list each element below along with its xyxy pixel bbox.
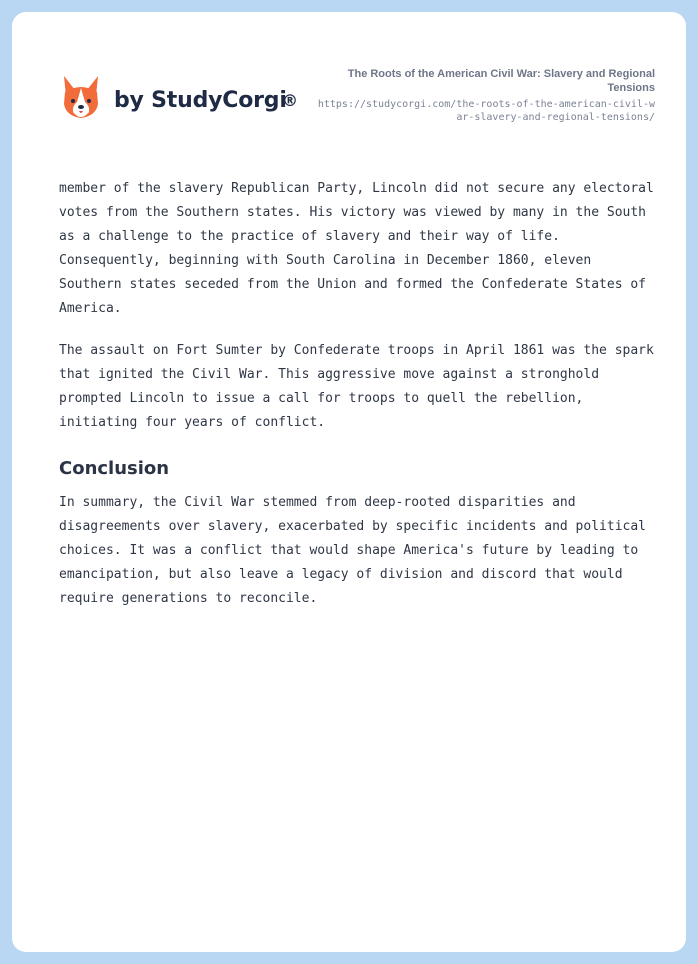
brand-name: by StudyCorgi: [114, 87, 287, 113]
section-heading: Conclusion: [59, 458, 170, 479]
body-paragraph: The assault on Fort Sumter by Confederate troops in April 1861 was the spark that ignited the Civil War. This aggressive move against a stronghold prompted Lincoln to issue a call for troops to quell the rebellion, initiating four years of conflict.: [59, 343, 654, 430]
document-body: [59, 177, 655, 629]
body-paragraph: In summary, the Civil War stemmed from deep-rooted disparities and disagreements over slavery, exacerbated by specific incidents and political choices. It was a conflict that would shape America's future by leading to emancipation, but also leave a legacy of division and discord that would require generations to reconcile.: [59, 495, 646, 606]
body-paragraph: member of the slavery Republican Party, Lincoln did not secure any electoral votes from the Southern states. His victory was viewed by many in the South as a challenge to the practice of slavery and their way of life. Consequently, beginning with South Carolina in December 1860, eleven Southern states seceded from the Union and formed the Confederate States of America.: [59, 181, 654, 316]
studycorgi-logo[interactable]: [60, 74, 298, 120]
document-meta: [315, 67, 655, 124]
document-page: [12, 12, 686, 952]
registered-mark: ®: [282, 91, 298, 110]
document-title: The Roots of the American Civil War: Slavery and Regional Tensions: [347, 68, 655, 94]
document-url[interactable]: https://studycorgi.com/the-roots-of-the-american-civil-war-slavery-and-regional-tensions/: [317, 99, 655, 123]
corgi-icon: [60, 74, 102, 120]
